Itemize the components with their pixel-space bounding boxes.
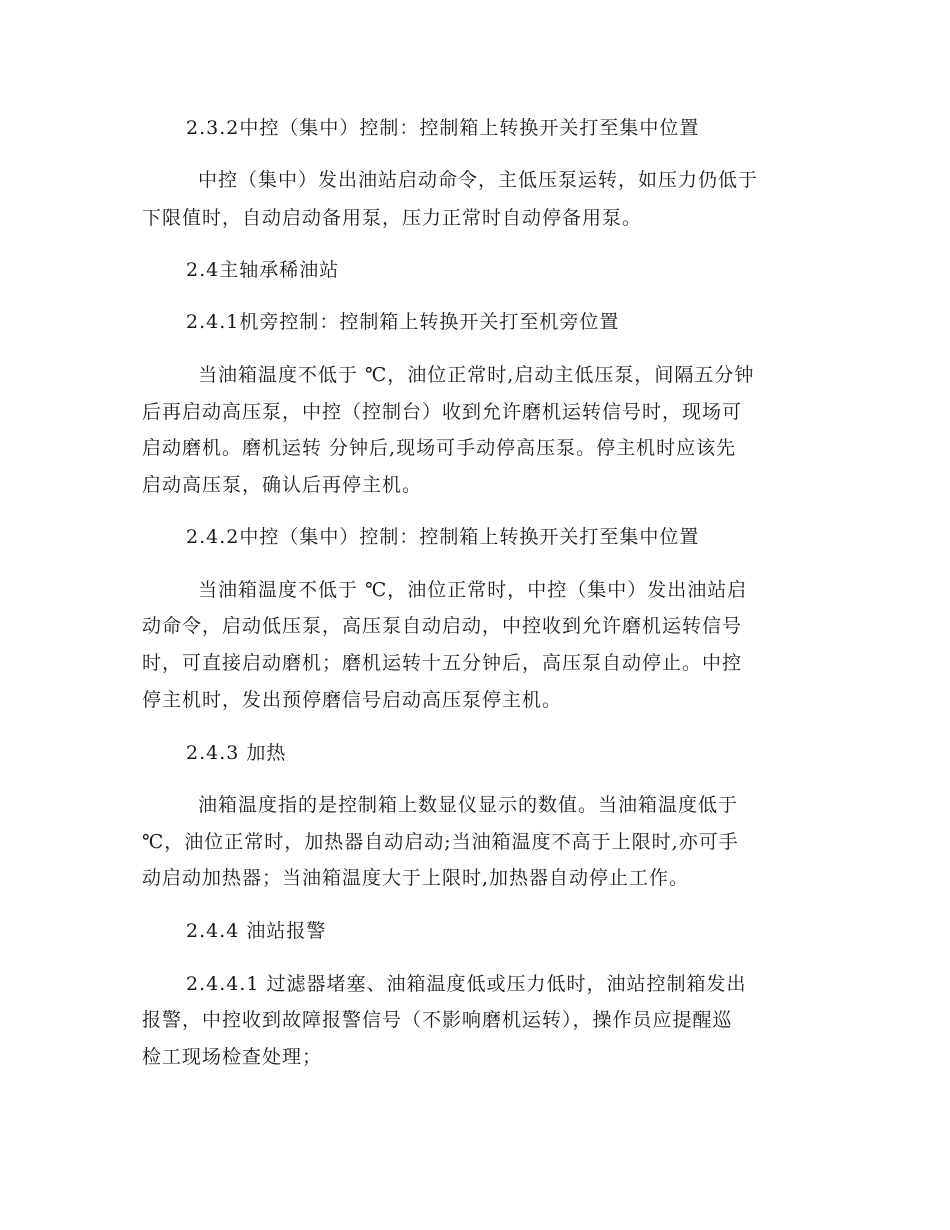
paragraph-line: 当油箱温度不低于 ℃，油位正常时，中控（集中）发出油站启 xyxy=(198,579,748,601)
section-heading-2-4-1: 2.4.1机旁控制：控制箱上转换开关打至机旁位置 xyxy=(186,311,620,333)
section-heading-2-4: 2.4主轴承稀油站 xyxy=(186,259,340,281)
paragraph-line: 中控（集中）发出油站启动命令，主低压泵运转，如压力仍低于 xyxy=(198,169,759,191)
paragraph-line: ℃，油位正常时，加热器自动启动;当油箱温度不高于上限时,亦可手 xyxy=(142,831,739,853)
section-heading-2-4-4: 2.4.4 油站报警 xyxy=(186,920,327,942)
paragraph-line: 当油箱温度不低于 ℃，油位正常时,启动主低压泵，间隔五分钟 xyxy=(198,364,755,386)
section-heading-2-4-3: 2.4.3 加热 xyxy=(186,742,287,764)
paragraph-line: 后再启动高压泵，中控（控制台）收到允许磨机运转信号时，现场可 xyxy=(142,401,743,423)
paragraph-line: 启动高压泵，确认后再停主机。 xyxy=(142,474,423,496)
paragraph-line: 检工现场检查处理； xyxy=(142,1046,323,1068)
paragraph-line: 油箱温度指的是控制箱上数显仪显示的数值。当油箱温度低于 xyxy=(198,794,739,816)
paragraph-line: 动启动加热器；当油箱温度大于上限时,加热器自动停止工作。 xyxy=(142,867,690,889)
paragraph-line: 停主机时，发出预停磨信号启动高压泵停主机。 xyxy=(142,689,563,711)
paragraph-line: 动命令，启动低压泵，高压泵自动启动，中控收到允许磨机运转信号 xyxy=(142,615,743,637)
section-heading-2-3-2: 2.3.2中控（集中）控制：控制箱上转换开关打至集中位置 xyxy=(186,117,700,139)
paragraph-line: 报警，中控收到故障报警信号（不影响磨机运转），操作员应提醒巡 xyxy=(142,1009,733,1031)
paragraph-line: 2.4.4.1 过滤器堵塞、油箱温度低或压力低时，油站控制箱发出 xyxy=(186,973,747,995)
paragraph-line: 下限值时，自动启动备用泵，压力正常时自动停备用泵。 xyxy=(142,207,643,229)
paragraph-line: 时，可直接启动磨机；磨机运转十五分钟后，高压泵自动停止。中控 xyxy=(142,652,743,674)
section-heading-2-4-2: 2.4.2中控（集中）控制：控制箱上转换开关打至集中位置 xyxy=(186,526,700,548)
paragraph-line: 启动磨机。磨机运转 分钟后,现场可手动停高压泵。停主机时应该先 xyxy=(142,437,737,459)
